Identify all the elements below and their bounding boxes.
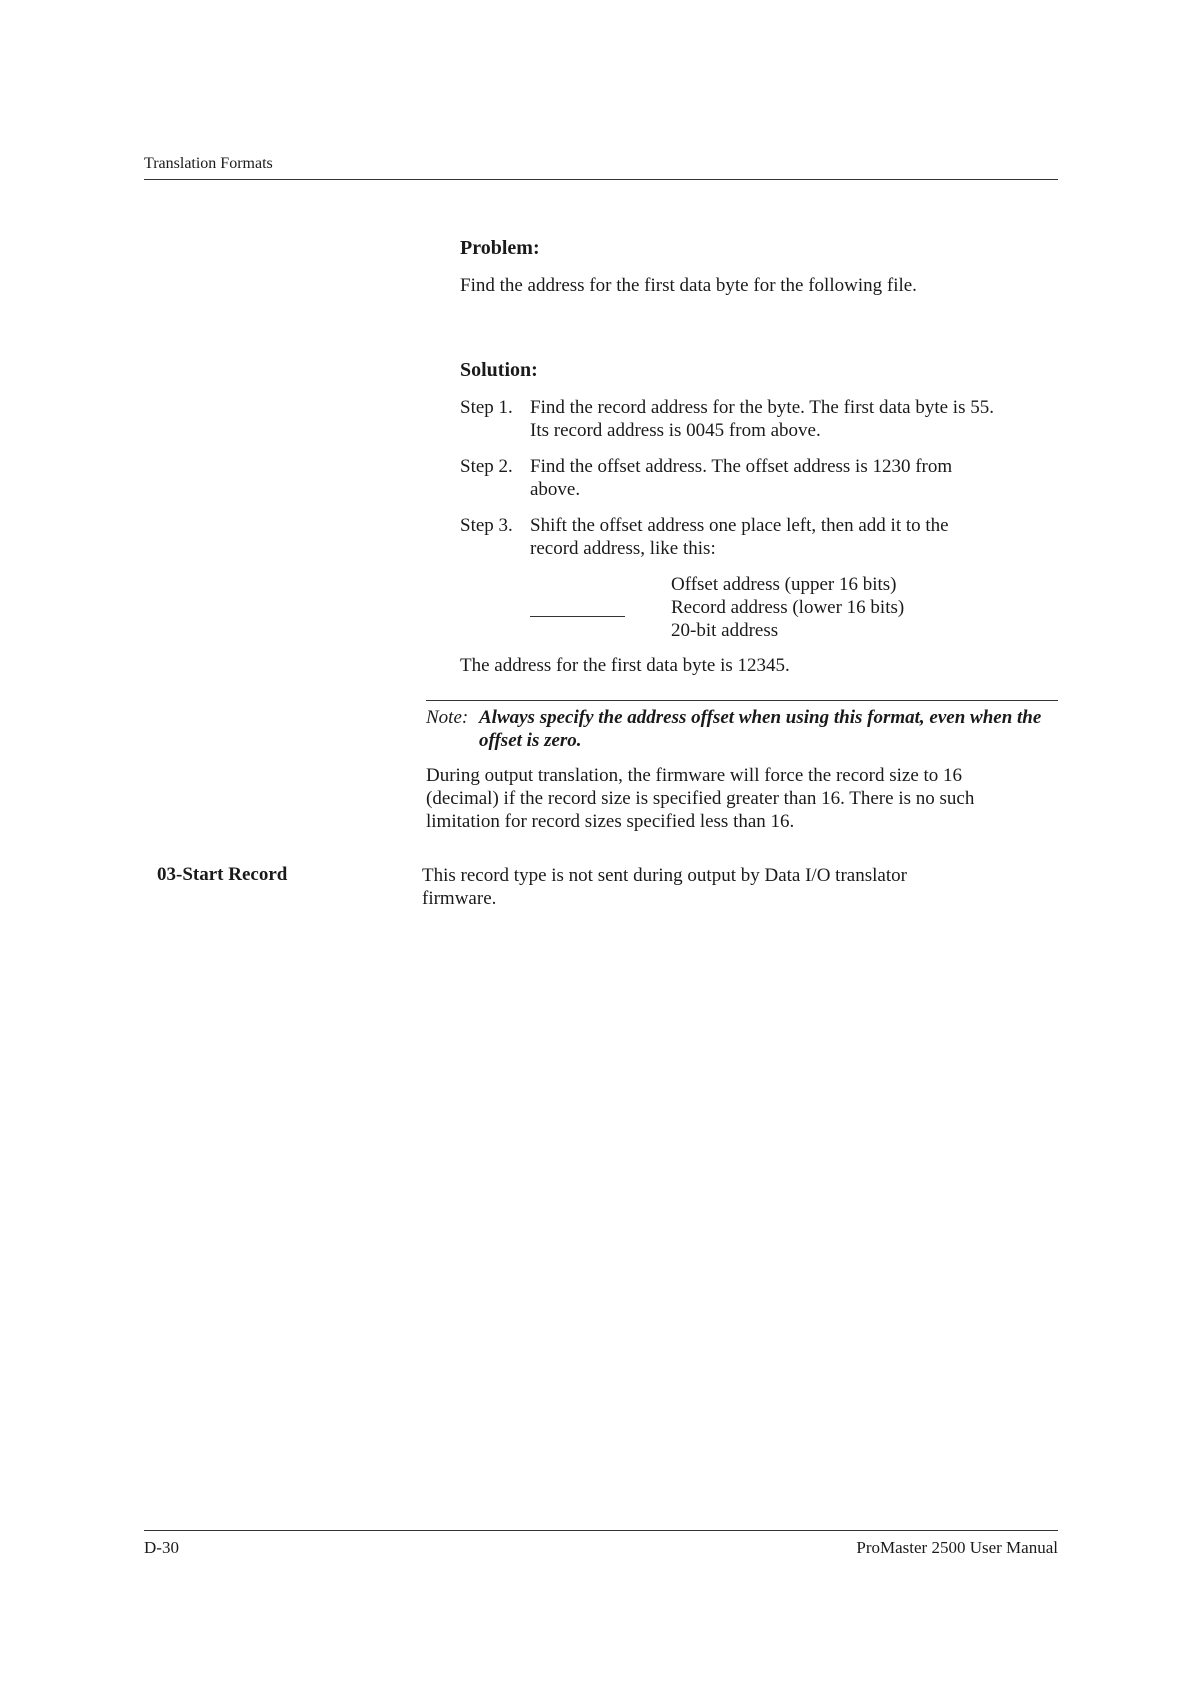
note-line-1: Always specify the address offset when using this format, even when the (479, 707, 1042, 728)
step-2-label: Step 2. (460, 456, 513, 477)
step-3-label: Step 3. (460, 515, 513, 536)
problem-heading: Problem: (460, 237, 540, 259)
note-prefix: Note: (426, 707, 469, 728)
step-3-line-1: Shift the offset address one place left, then add it to the (530, 515, 949, 536)
output-paragraph-line-1: During output translation, the firmware will force the record size to 16 (426, 765, 963, 786)
step-2-line-1: Find the offset address. The offset address is 1230 from (530, 456, 953, 477)
start-record-line-1: This record type is not sent during output by Data I/O translator (422, 865, 907, 886)
header-rule (144, 179, 1058, 180)
calc-result-label: 20-bit address (671, 620, 779, 641)
solution-conclusion: The address for the first data byte is 12345. (460, 655, 790, 676)
step-1-label: Step 1. (460, 397, 513, 418)
output-paragraph-line-2: (decimal) if the record size is specified greater than 16. There is no such (426, 788, 975, 809)
running-header: Translation Formats (144, 155, 273, 172)
calc-sum-rule (530, 616, 625, 617)
step-1-line-2: Its record address is 0045 from above. (530, 420, 821, 441)
problem-text: Find the address for the first data byte for the following file. (460, 275, 917, 296)
start-record-heading: 03-Start Record (157, 864, 288, 885)
step-3-line-2: record address, like this: (530, 538, 716, 559)
step-2-line-2: above. (530, 479, 581, 500)
calc-record-label: Record address (lower 16 bits) (671, 597, 905, 618)
page-number: D-30 (144, 1538, 179, 1557)
output-paragraph-line-3: limitation for record sizes specified less than 16. (426, 811, 795, 832)
solution-heading: Solution: (460, 359, 538, 381)
note-line-2: offset is zero. (479, 730, 582, 751)
manual-title: ProMaster 2500 User Manual (856, 1538, 1058, 1557)
calc-offset-label: Offset address (upper 16 bits) (671, 574, 897, 595)
step-1-line-1: Find the record address for the byte. The first data byte is 55. (530, 397, 994, 418)
footer-rule (144, 1530, 1058, 1531)
start-record-line-2: firmware. (422, 888, 497, 909)
note-rule (426, 700, 1058, 701)
